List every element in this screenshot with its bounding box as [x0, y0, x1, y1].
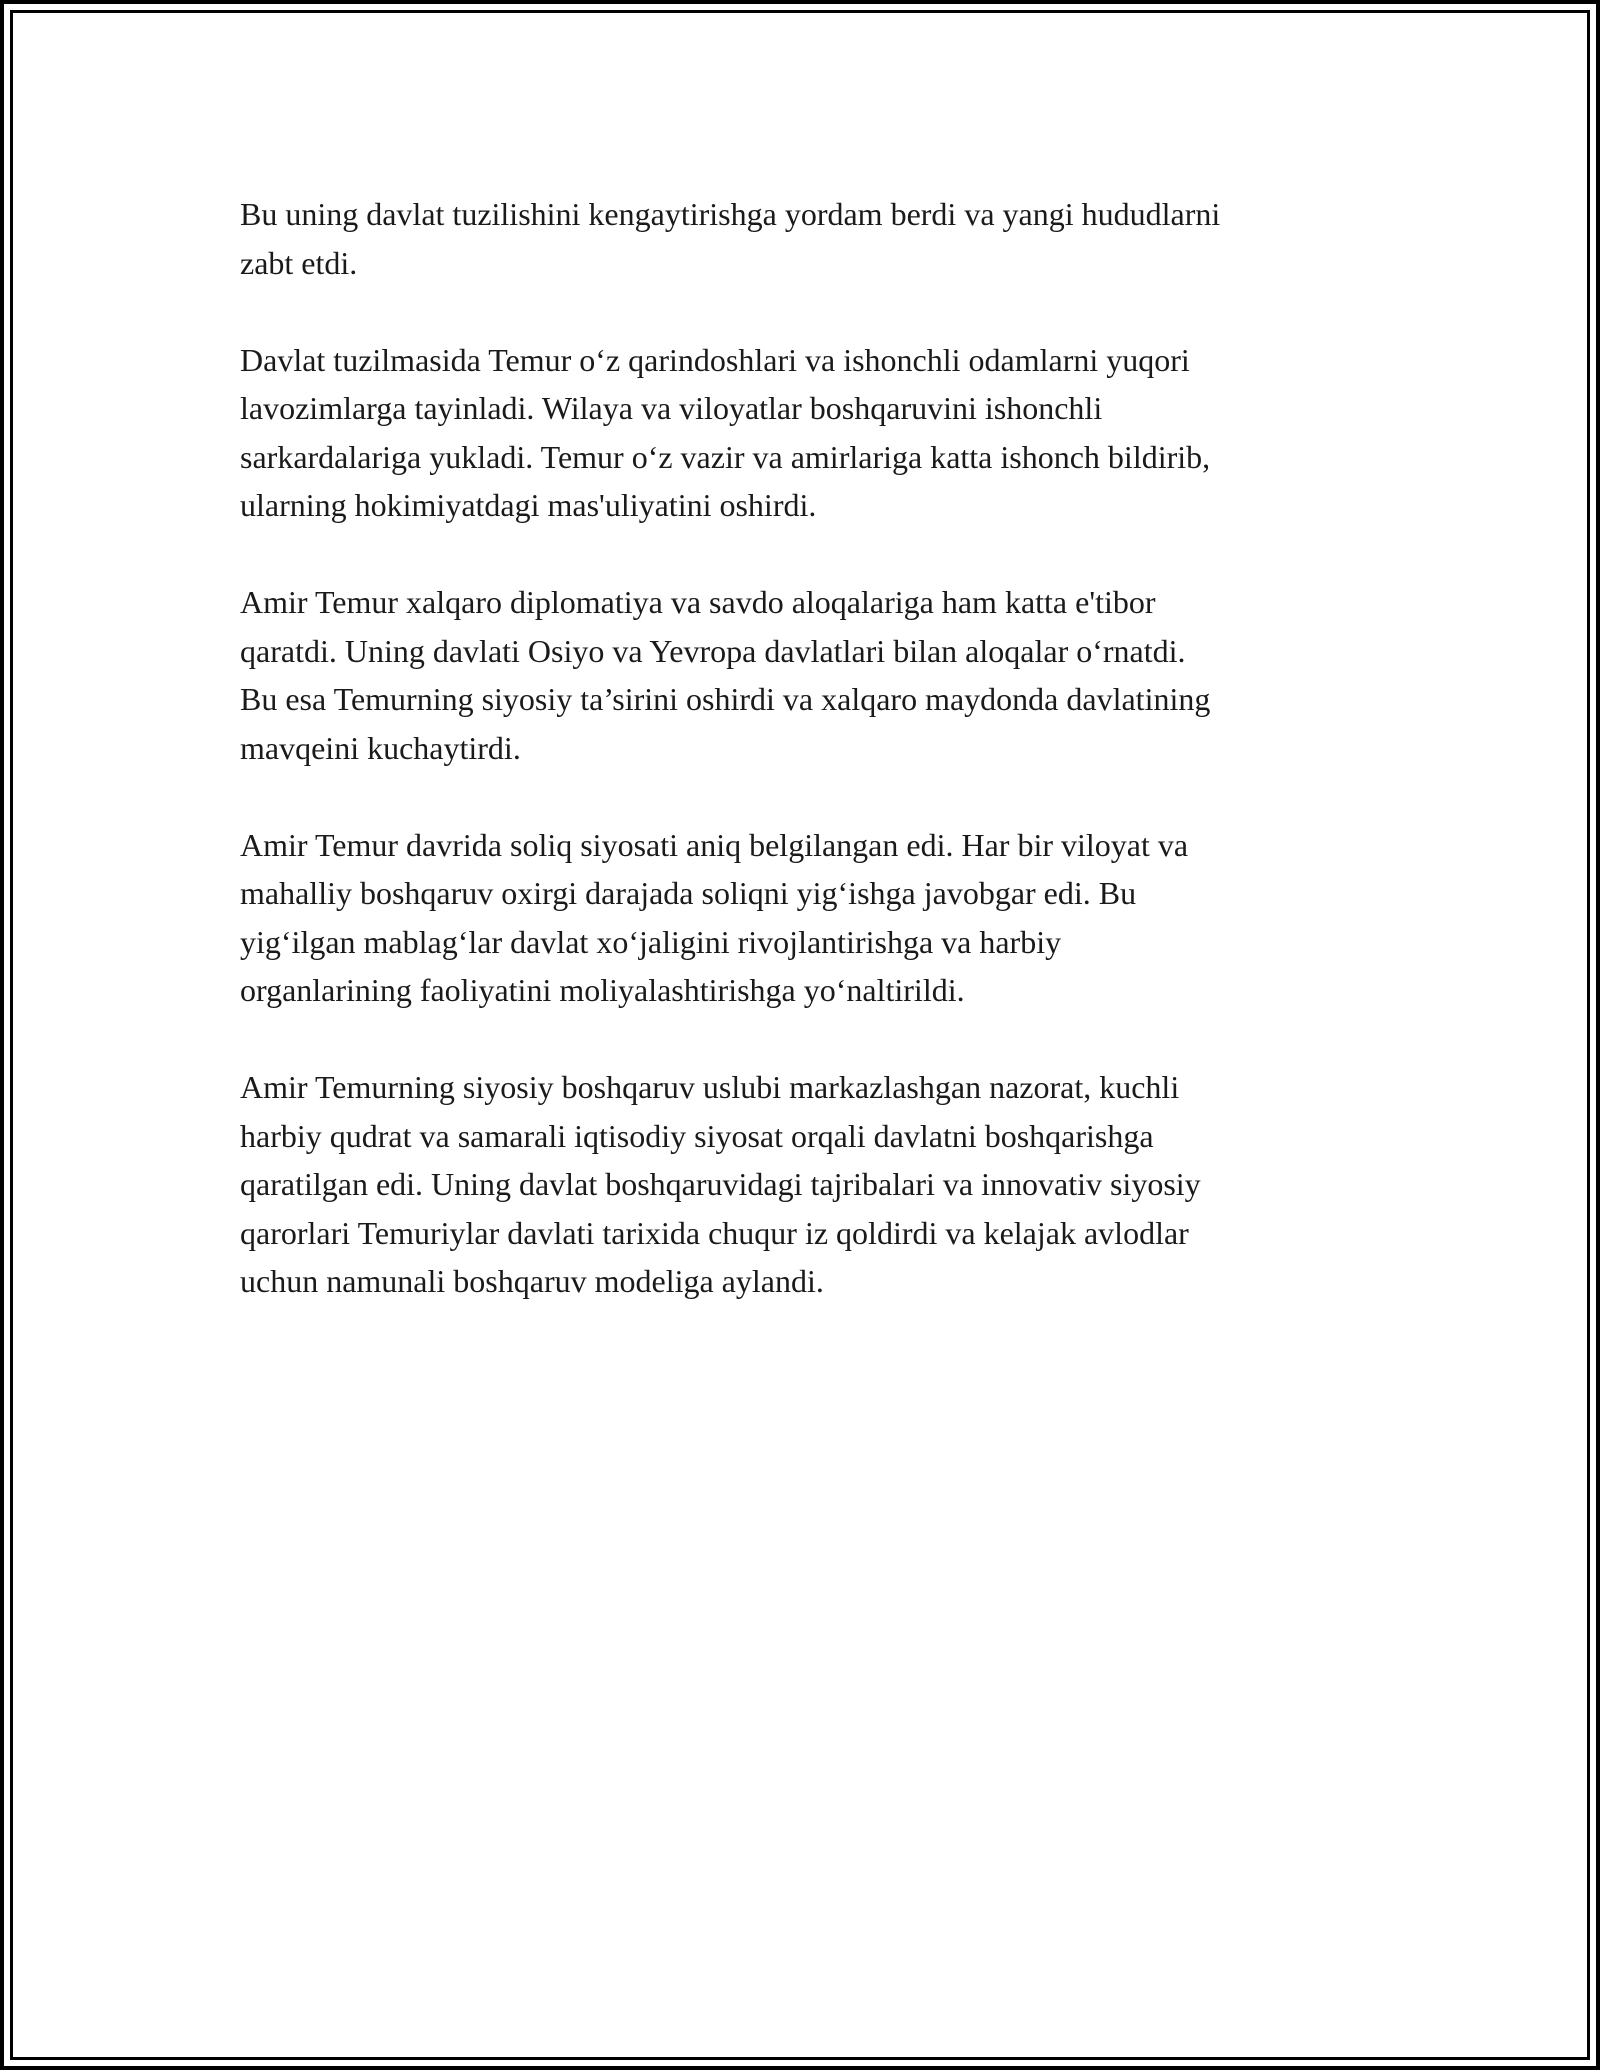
paragraph-4	[240, 821, 1390, 1015]
text-line: harbiy qudrat va samarali iqtisodiy siyosat orqali davlatni boshqarishga	[240, 1117, 1154, 1154]
text-line: ularning hokimiyatdagi mas'uliyatini oshirdi.	[240, 487, 817, 523]
text-line: mavqeini kuchaytirdi.	[240, 729, 521, 766]
text-line: sarkardalariga yukladi. Temur o‘z vazir va amirlariga katta ishonch bildirib,	[240, 438, 1211, 475]
text-line: Amir Temur xalqaro diplomatiya va savdo aloqalariga ham katta e'tibor	[240, 584, 1156, 620]
text-line: Amir Temurning siyosiy boshqaruv uslubi markazlashgan nazorat, kuchli	[240, 1069, 1180, 1105]
paragraph-1	[240, 190, 1390, 287]
text-line: organlarining faoliyatini moliyalashtirishga yo‘naltirildi.	[240, 972, 965, 1008]
text-line: zabt etdi.	[240, 244, 358, 281]
text-line: qarorlari Temuriylar davlati tarixida chuqur iz qoldirdi va kelajak avlodlar	[240, 1214, 1189, 1251]
text-line: lavozimlarga tayinladi. Wilaya va viloyatlar boshqaruvini ishonchli	[240, 390, 1103, 426]
text-line: uchun namunali boshqaruv modeliga aylandi.	[240, 1263, 824, 1299]
paragraph-2	[240, 336, 1390, 530]
paragraph-3	[240, 578, 1390, 772]
paragraph-5	[240, 1063, 1390, 1306]
text-line: Davlat tuzilmasida Temur o‘z qarindoshlari va ishonchli odamlarni yuqori	[240, 341, 1190, 378]
document-body	[240, 190, 1390, 1354]
text-line: qaratdi. Uning davlati Osiyo va Yevropa davlatlari bilan aloqalar o‘rnatdi.	[240, 632, 1186, 669]
text-line: qaratilgan edi. Uning davlat boshqaruvidagi tajribalari va innovativ siyosiy	[240, 1166, 1201, 1202]
text-line: Bu esa Temurning siyosiy ta’sirini oshirdi va xalqaro maydonda davlatining	[240, 681, 1211, 717]
text-line: Amir Temur davrida soliq siyosati aniq belgilangan edi. Har bir viloyat va	[240, 826, 1189, 863]
text-line: mahalliy boshqaruv oxirgi darajada soliqni yig‘ishga javobgar edi. Bu	[240, 875, 1137, 911]
text-line: yig‘ilgan mablag‘lar davlat xo‘jaligini rivojlantirishga va harbiy	[240, 923, 1062, 960]
text-line: Bu uning davlat tuzilishini kengaytirishga yordam berdi va yangi hududlarni	[240, 196, 1221, 232]
